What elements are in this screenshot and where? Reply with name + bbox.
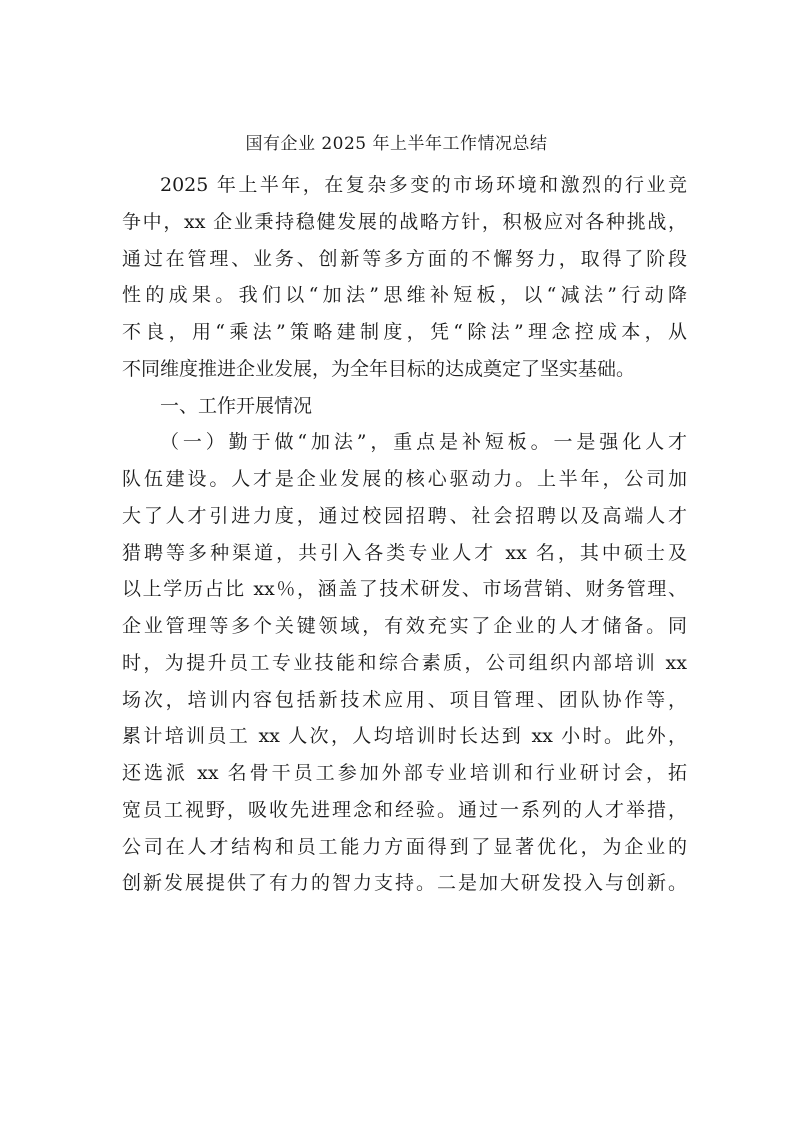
paragraph-line: 通过在管理、业务、创新等多方面的不懈努力，取得了阶段 [122,247,687,270]
paragraph-line: 场次，培训内容包括新技术应用、项目管理、团队协作等， [122,688,687,711]
paragraph-line: 公司在人才结构和员工能力方面得到了显著优化，为企业的 [122,835,687,858]
paragraph-line: 大了人才引进力度，通过校园招聘、社会招聘以及高端人才 [122,504,687,527]
paragraph-line: （一）勤于做“加法”，重点是补短板。一是强化人才 [160,431,687,454]
paragraph-line: 企业管理等多个关键领域，有效充实了企业的人才储备。同 [122,615,687,637]
document-body [122,167,687,902]
paragraph-line: 还选派 xx 名骨干员工参加外部专业培训和行业研讨会，拓 [122,762,687,784]
paragraph-line: 争中，xx 企业秉持稳健发展的战略方针，积极应对各种挑战， [122,210,687,233]
paragraph-line: 2025 年上半年，在复杂多变的市场环境和激烈的行业竞 [160,174,687,196]
paragraph-line: 不良，用“乘法”策略建制度，凭“除法”理念控成本，从 [122,321,687,343]
paragraph-line: 不同维度推进企业发展，为全年目标的达成奠定了坚实基础。 [122,357,636,380]
paragraph-line: 时，为提升员工专业技能和综合素质，公司组织内部培训 xx [122,651,687,674]
document-title: 国有企业 2025 年上半年工作情况总结 [245,134,548,154]
paragraph-line: 累计培训员工 xx 人次，人均培训时长达到 xx 小时。此外， [122,725,687,748]
paragraph-line: 队伍建设。人才是企业发展的核心驱动力。上半年，公司加 [122,468,687,490]
paragraph-line: 宽员工视野，吸收先进理念和经验。通过一系列的人才举措， [122,798,687,821]
paragraph-line: 创新发展提供了有力的智力支持。二是加大研发投入与创新。 [122,872,687,895]
paragraph-line: 以上学历占比 xx％，涵盖了技术研发、市场营销、财务管理、 [122,578,687,601]
section-heading: 一、工作开展情况 [160,394,313,417]
paragraph-line: 性的成果。我们以“加法”思维补短板，以“减法”行动降 [122,284,687,307]
paragraph-line: 猎聘等多种渠道，共引入各类专业人才 xx 名，其中硕士及 [122,541,687,564]
